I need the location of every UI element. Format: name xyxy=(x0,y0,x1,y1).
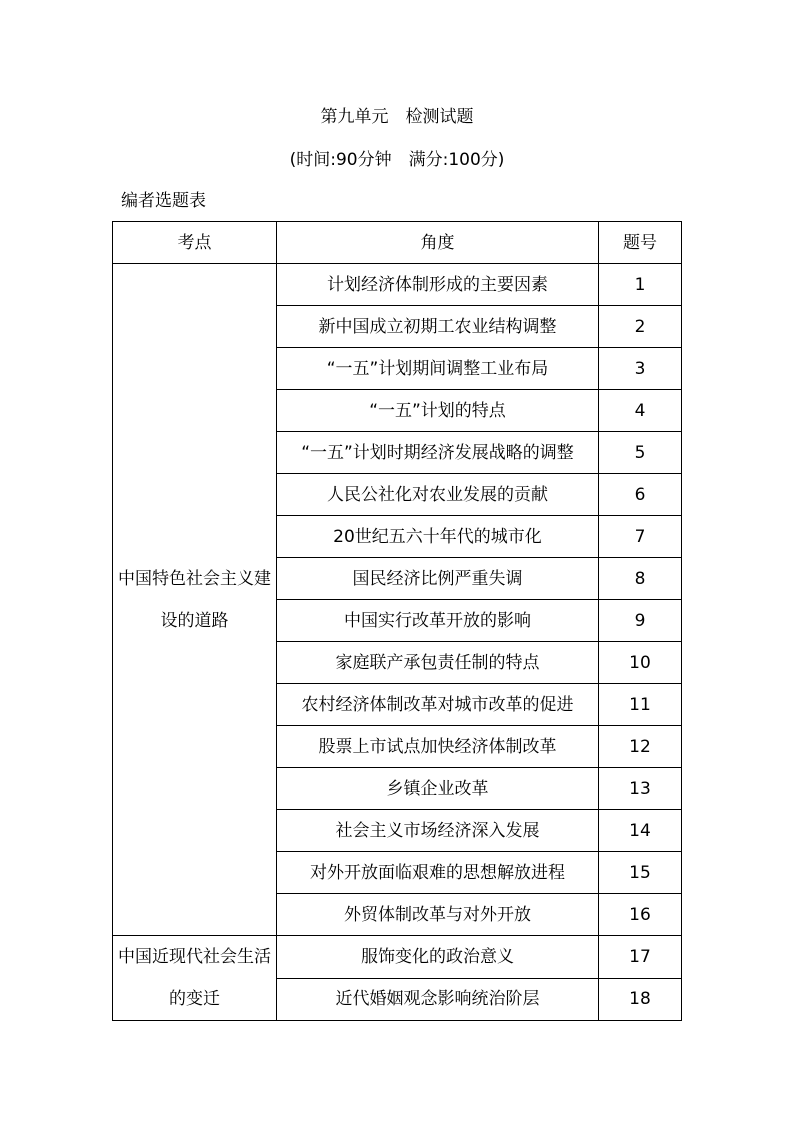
angle-cell: 人民公社化对农业发展的贡献 xyxy=(277,474,599,516)
angle-cell: 外贸体制改革与对外开放 xyxy=(277,894,599,936)
question-number-cell: 2 xyxy=(599,306,682,348)
table-body xyxy=(113,264,682,1021)
angle-cell: 农村经济体制改革对城市改革的促进 xyxy=(277,684,599,726)
angle-cell: “一五”计划的特点 xyxy=(277,390,599,432)
question-number-cell: 16 xyxy=(599,894,682,936)
angle-cell: “一五”计划期间调整工业布局 xyxy=(277,348,599,390)
angle-cell: 服饰变化的政治意义 xyxy=(277,936,599,979)
question-number-cell: 7 xyxy=(599,516,682,558)
question-number-cell: 12 xyxy=(599,726,682,768)
question-number-cell: 4 xyxy=(599,390,682,432)
exam-time-and-score: (时间:90分钟 满分:100分) xyxy=(289,150,505,170)
header-question-number: 题号 xyxy=(599,222,682,264)
question-number-cell: 10 xyxy=(599,642,682,684)
question-number-cell: 8 xyxy=(599,558,682,600)
angle-cell: 新中国成立初期工农业结构调整 xyxy=(277,306,599,348)
question-number-cell: 11 xyxy=(599,684,682,726)
topic-cell: 中国特色社会主义建设的道路 xyxy=(113,264,277,936)
angle-cell: 乡镇企业改革 xyxy=(277,768,599,810)
header-angle: 角度 xyxy=(277,222,599,264)
question-number-cell: 3 xyxy=(599,348,682,390)
question-number-cell: 17 xyxy=(599,936,682,979)
page-title: 第九单元 检测试题 xyxy=(320,107,474,127)
angle-cell: 国民经济比例严重失调 xyxy=(277,558,599,600)
angle-cell: 股票上市试点加快经济体制改革 xyxy=(277,726,599,768)
angle-cell: 20世纪五六十年代的城市化 xyxy=(277,516,599,558)
question-number-cell: 1 xyxy=(599,264,682,306)
header-topic: 考点 xyxy=(113,222,277,264)
question-number-cell: 15 xyxy=(599,852,682,894)
angle-cell: 近代婚姻观念影响统治阶层 xyxy=(277,978,599,1021)
table-row xyxy=(113,264,682,306)
question-number-cell: 13 xyxy=(599,768,682,810)
question-number-cell: 18 xyxy=(599,978,682,1021)
question-number-cell: 6 xyxy=(599,474,682,516)
angle-cell: 中国实行改革开放的影响 xyxy=(277,600,599,642)
angle-cell: 家庭联产承包责任制的特点 xyxy=(277,642,599,684)
table-header-row xyxy=(113,222,682,264)
angle-cell: 社会主义市场经济深入发展 xyxy=(277,810,599,852)
angle-cell: “一五”计划时期经济发展战略的调整 xyxy=(277,432,599,474)
question-number-cell: 9 xyxy=(599,600,682,642)
angle-cell: 计划经济体制形成的主要因素 xyxy=(277,264,599,306)
question-selection-table xyxy=(112,221,682,1021)
angle-cell: 对外开放面临艰难的思想解放进程 xyxy=(277,852,599,894)
table-caption: 编者选题表 xyxy=(121,191,206,211)
question-number-cell: 14 xyxy=(599,810,682,852)
topic-cell: 中国近现代社会生活的变迁 xyxy=(113,936,277,1021)
question-number-cell: 5 xyxy=(599,432,682,474)
table-row xyxy=(113,936,682,979)
